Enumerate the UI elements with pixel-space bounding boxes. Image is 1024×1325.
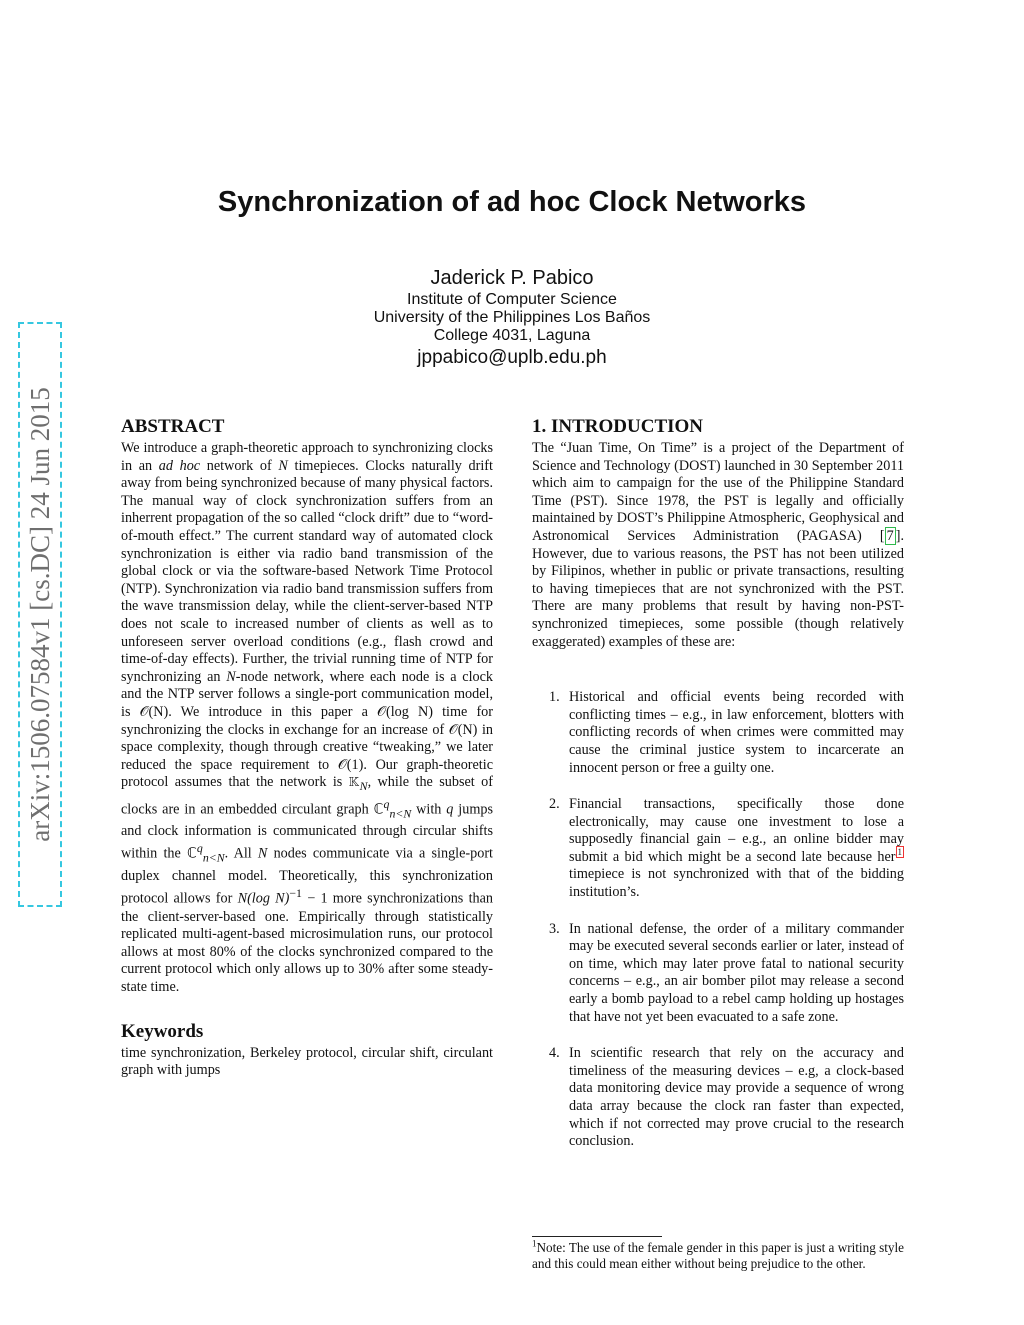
list-item-number: 4. <box>549 1045 560 1062</box>
keywords-heading: Keywords <box>121 1020 204 1042</box>
left-column <box>121 416 493 1080</box>
author-block <box>0 265 1024 370</box>
introduction-paragraph: The “Juan Time, On Time” is a project of the Department of Science and Technology (DOST) launched in 30 September 2011 which aim to campaign for the use of the Philippine Standard Time (PST). Since 1978, the PST is legally and officially maintained by DOST’s Philippine Atmospheric, Geophysical and Astronomical Services Administration (PAGASA) [ 7 ]. However, due to various reasons, the PST has not been utilized by Filipinos, whether in public or private transactions, resulting to having timepieces that are not synchronized with the PST. There are many problems that result by having non-PST-synchronized timepieces, some possible (though relatively exaggerated) examples of these are: <box>532 440 904 650</box>
list-item <box>532 1045 904 1151</box>
abstract-heading: ABSTRACT <box>121 416 225 437</box>
list-item <box>532 921 904 1027</box>
list-item-number: 2. <box>549 796 560 813</box>
affiliation-university: University of the Philippines Los Baños <box>373 309 651 326</box>
paper-title: Synchronization of ad hoc Clock Networks <box>217 186 807 218</box>
list-item-text: In national defense, the order of a military commander may be executed several seconds earlier or later, instead of on time, which may later prove fatal to national security concerns – e.g., an air bomber pilot may release a second early a bomb payload to a rebel camp holding up hostages that have not yet been evacuated to a safe zone. <box>569 920 904 1025</box>
affiliation-institute: Institute of Computer Science <box>407 291 617 308</box>
abstract-text: We introduce a graph-theoretic approach to synchronizing clocks in an ad hoc network of N timepieces. Clocks naturally drift away from being synchronized because of many physical factors. The manual way of clock synchronization suffers from an inherrent propagation of the so called “clock drift” due to “word-of-mouth effect.” The current standard way of automated clock synchronization is either via radio band transmission of the global clock or via the software-based Network Time Protocol (NTP). Synchronization via radio band transmission suffers from the wave transmission delay, while the client-server-based NTP does not scale to increased number of clients as well as to unforeseen server overload conditions (e.g., flash crowd and time-of-day effects). Further, the trivial running time of NTP for synchronizing an N-node network, where each node is a clock and the NTP server follows a single-port communication model, is 𝒪(N). We introduce in this paper a 𝒪(log N) time for synchronizing the clocks in exchange for an increase of 𝒪(N) in space complexity, though through creative “tweaking,” we later reduced the space requirement to 𝒪(1). Our graph-theoretic protocol assumes that the network is 𝕂$_N$, while the subset of clocks are in an embedded circulant graph ℂ$^q_{n<N}$ with q jumps and clock information is communicated through circular shifts within the ℂ$^q_{n<N}$. All N nodes communicate via a single-port duplex channel model. Theoretically, this synchronization protocol allows for N(log N)$^{-1}$ − 1 more synchronizations than the client-server-based one. Empirically through statistically replicated multi-agent-based microsimulation runs, our protocol allows at most 80% of the clocks synchronized compared to the current protocol which only allows up to 30% after some steady-state time. <box>121 440 494 995</box>
introduction-heading: 1. INTRODUCTION <box>532 416 704 437</box>
list-item-number: 1. <box>549 689 560 706</box>
list-item <box>532 796 904 902</box>
citation-link[interactable]: 7 <box>886 527 894 544</box>
arxiv-identifier[interactable]: arXiv:1506.07584v1 [cs.DC] 24 Jun 2015 <box>25 387 55 842</box>
footnote-mark: 1 <box>532 1238 537 1249</box>
footnote-link[interactable]: 1 <box>897 847 902 858</box>
author-email[interactable]: jppabico@uplb.edu.ph <box>417 347 607 368</box>
list-item <box>532 689 904 777</box>
examples-list <box>532 689 904 1151</box>
keywords-text: time synchronization, Berkeley protocol, circular shift, circulant graph with jumps <box>121 1044 493 1079</box>
list-item-text: Historical and official events being recorded with conflicting times – e.g., in law enforcement, blotters with conflicting records of when crimes were committed may cause the criminal justice system to incarcerate an innocent person or free a guilty one. <box>569 689 904 776</box>
author-name: Jaderick P. Pabico <box>430 267 594 289</box>
list-item-text: In scientific research that rely on the accuracy and timeliness of the measuring devices – e.g, a clock-based data monitoring device may provide a sequence of wrong data array because the clock ran faster than expected, which if not corrected may prove crucial to the research conclusion. <box>569 1045 904 1150</box>
footnote-divider <box>532 1236 662 1237</box>
list-item-text: Financial transactions, specifically those done electronically, may cause one investment to lose a supposedly financial gain – e.g., an online bidder may submit a bid which might be a second late because her $^1$ timepiece is not synchronized with that of the bidding institution’s. <box>569 796 904 901</box>
list-item-number: 3. <box>549 920 560 937</box>
footnote <box>532 1240 904 1271</box>
right-column <box>532 416 904 1170</box>
footnote-text: Note: The use of the female gender in this paper is just a writing style and this could mean either without being prejudice to the other. <box>532 1240 904 1271</box>
affiliation-address: College 4031, Laguna <box>433 327 591 344</box>
